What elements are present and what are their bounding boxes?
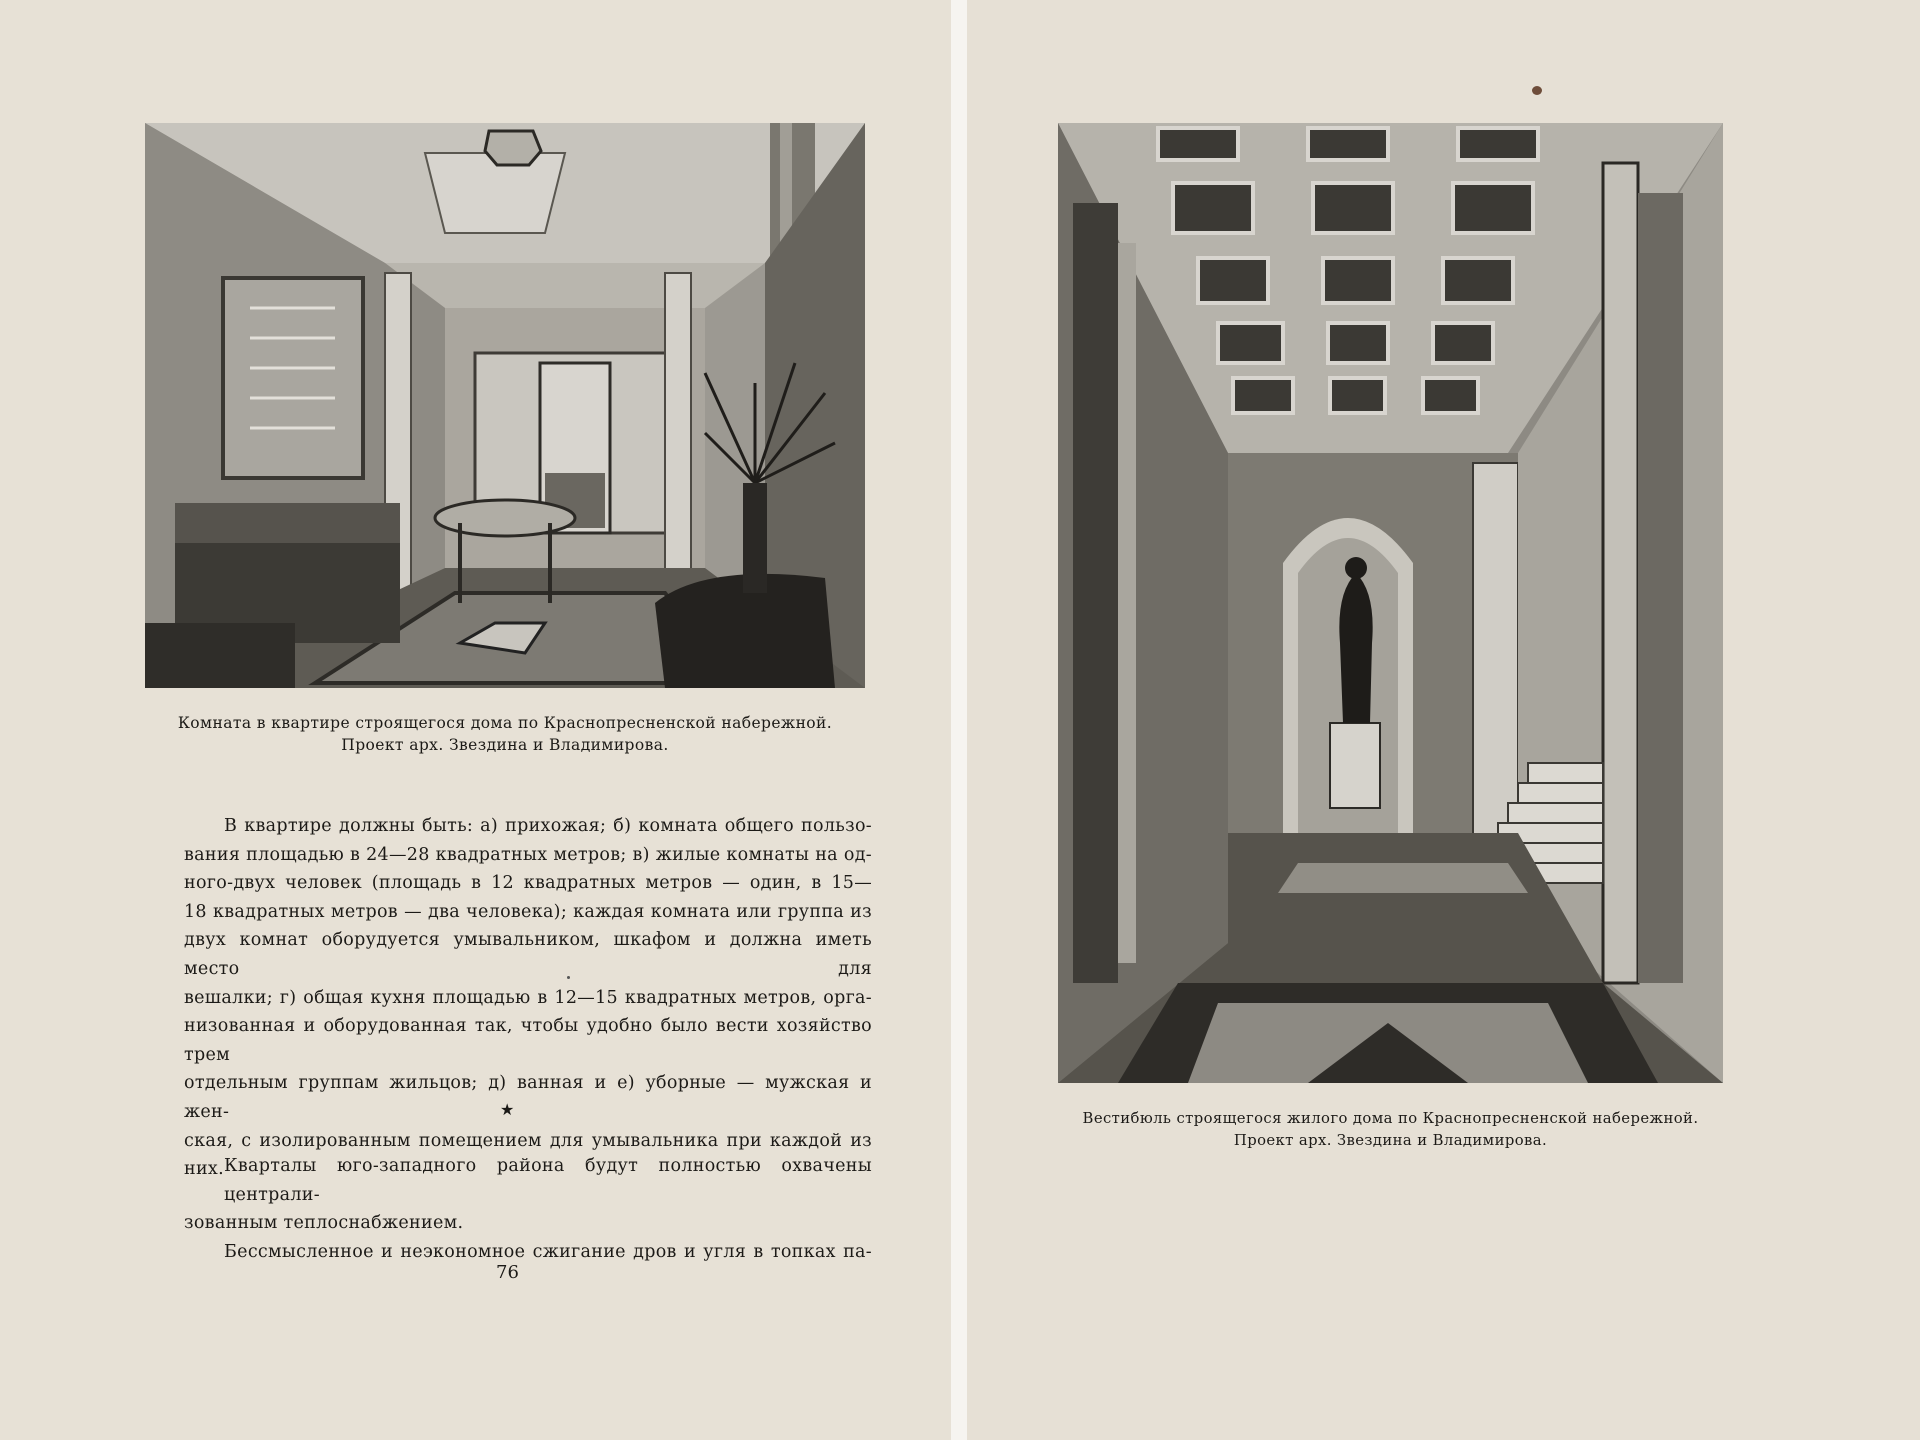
text-line: вания площадью в 24—28 квадратных метров; в) жилые комнаты на од-: [184, 844, 872, 865]
vestibule-drawing: [1058, 123, 1723, 1083]
text-line: Кварталы юго-западного района будут полностью охвачены централи-: [224, 1156, 872, 1205]
room-caption: [145, 712, 865, 756]
right-page: [967, 0, 1920, 1440]
vestibule-illustration: [1058, 123, 1723, 1083]
ink-stain: [1532, 86, 1542, 95]
text-line: низованная и оборудованная так, чтобы удобно было вести хозяйство трем: [184, 1016, 872, 1065]
heating-paragraph: [184, 1152, 872, 1266]
text-line: ская, с изолированным помещением для умывальника при каждой из них.: [184, 1130, 872, 1180]
text-line: В квартире должны быть: а) прихожая; б) комната общего пользо-: [224, 816, 872, 836]
room-caption-line1: Комната в квартире строящегося дома по Краснопресненской набережной.: [177, 714, 833, 732]
text-line: 18 квадратных метров — два человека); каждая комната или группа из: [184, 901, 872, 922]
room-illustration: [145, 123, 865, 688]
vestibule-caption-line2: Проект арх. Звездина и Владимирова.: [1233, 1132, 1548, 1149]
text-line: Бессмысленное и неэкономное сжигание дров и угля в топках па-: [224, 1241, 872, 1262]
page-number: 76: [496, 1262, 519, 1283]
section-separator-star: ★: [500, 1100, 515, 1119]
vestibule-caption: [1058, 1108, 1723, 1152]
room-drawing: [145, 123, 865, 688]
room-caption-line2: Проект арх. Звездина и Владимирова.: [341, 736, 669, 754]
text-line: вешалки; г) общая кухня площадью в 12—15 квадратных метров, орга-: [184, 987, 872, 1008]
text-line: двух комнат оборудуется умывальником, шкафом и должна иметь место для: [184, 930, 872, 979]
text-line: ного-двух человек (площадь в 12 квадратных метров — один, в 15—: [184, 873, 872, 894]
vestibule-caption-line1: Вестибюль строящегося жилого дома по Краснопресненской набережной.: [1082, 1110, 1699, 1127]
apartment-requirements-paragraph: [184, 812, 872, 1184]
left-page: [0, 0, 951, 1440]
text-line: зованным теплоснабжением.: [184, 1213, 464, 1234]
text-line: отдельным группам жильцов; д) ванная и е) уборные — мужская и жен-: [184, 1073, 872, 1122]
book-gutter: [951, 0, 967, 1440]
